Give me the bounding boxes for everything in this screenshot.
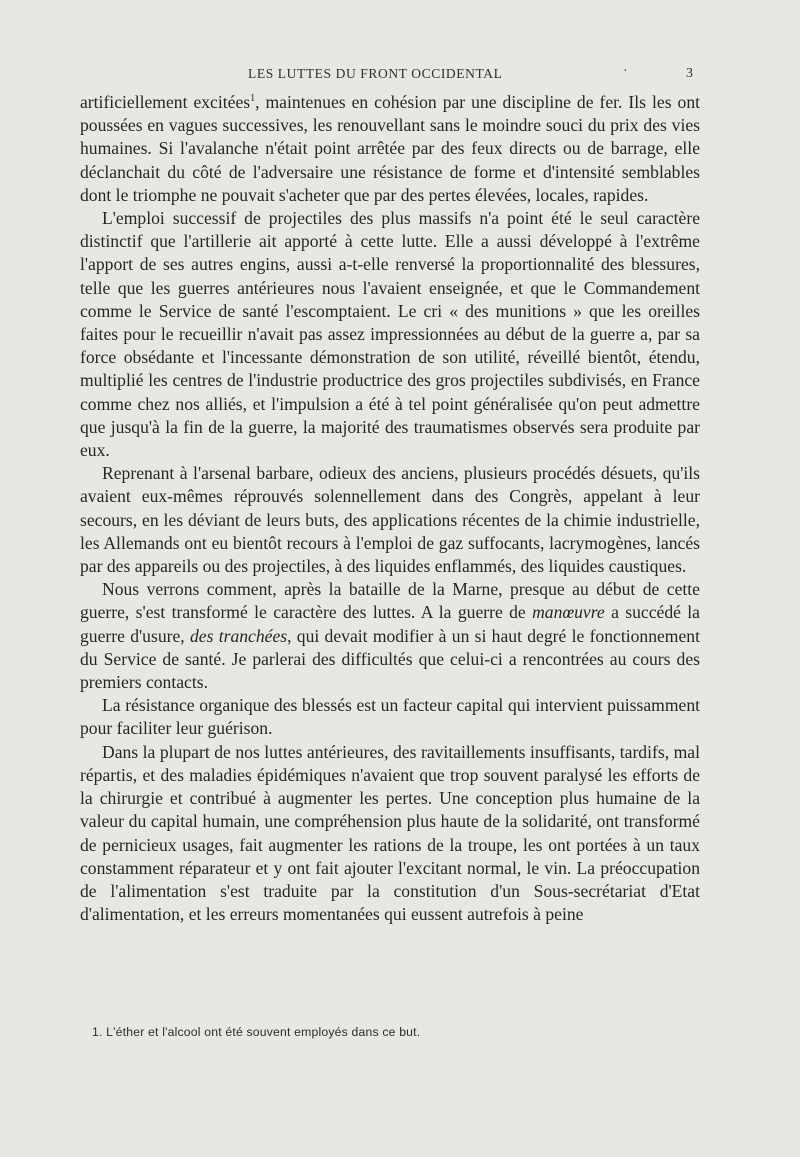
paragraph-text: L'emploi successif de projectiles des plus massifs n'a point été le seul caractère distinctif que l'artillerie ait apporté à cette lutte. Elle a aussi développé à l'extrême l'apport de ses autres engins, aussi a-t-elle renversé la proportionnalité des blessures, telle que les guerres antérieures nous l'avaient enseignée, et que le Commandement comme le Service de santé l'escomptaient. Le cri « des munitions » que les oreilles faites pour le recueillir n'avait pas assez impressionnées au début de la guerre a, par sa force obsédante et l'incessante démonstration de son utilité, réveillé bientôt, étendu, multiplié les centres de l'industrie productrice des gros projectiles subdivisés, en France comme chez nos alliés, et l'impulsion a été à tel point généralisée qu'on peut admettre que jusqu'à la fin de la guerre, la majorité des traumatismes observés sera produite par eux.: [80, 208, 700, 461]
paragraph: [80, 207, 700, 462]
footnote-marker: 1.: [92, 1025, 103, 1039]
italic-text: des tranchées: [189, 625, 288, 646]
paragraph: [80, 91, 700, 207]
paragraph-text: Nous verrons comment, après la bataille de la Marne, presque au début de cette guerre, s'est transformé le caractère des luttes. A la guerre de: [80, 579, 700, 623]
footnote-text: L'éther et l'alcool ont été souvent employés dans ce but.: [106, 1025, 421, 1039]
italic-text: manœuvre: [532, 602, 605, 623]
paragraph: [80, 694, 700, 740]
paragraph-text: La résistance organique des blessés est un facteur capital qui intervient puissamment pour faciliter leur guérison.: [80, 695, 700, 739]
paragraph-text: artificiellement excitées: [80, 92, 251, 112]
body-text: [80, 91, 700, 926]
page-number: 3: [686, 66, 693, 81]
paragraph: [80, 741, 700, 927]
paragraph-text: Dans la plupart de nos luttes antérieures, des ravitaillements insuffisants, tardifs, mal répartis, et des maladies épidémiques n'avaient que trop souvent paralysé les efforts de la chirurgie et contribué à augmenter les pertes. Une conception plus humaine de la valeur du capital humain, une compréhension plus haute de la solidarité, ont transformé de pernicieux usages, fait augmenter les rations de la troupe, les ont portées à un taux constamment réparateur et y ont fait ajouter l'excitant normal, le vin. La préoccupation de l'alimentation s'est traduite par la constitution d'un Sous-secrétariat d'Etat d'alimentation, et les erreurs momentanées qui eussent autrefois à peine: [80, 741, 700, 925]
paragraph-text: a succédé la guerre d'usure,: [80, 602, 700, 646]
paragraph: [80, 462, 700, 578]
paragraph-text: Reprenant à l'arsenal barbare, odieux des anciens, plusieurs procédés désuets, qu'ils avaient eux-mêmes réprouvés solennellement dans des Congrès, appelant à leur secours, en les déviant de leurs buts, des applications récentes de la chimie industrielle, les Allemands ont eu bientôt recours à l'emploi de gaz suffocants, lacrymogènes, lancés par des appareils ou des projectiles, à des liquides enflammés, des liquides caustiques.: [80, 463, 700, 577]
paragraph-text: , qui devait modifier à un si haut degré le fonctionnement du Service de santé. Je parlerai des difficultés que celui-ci a rencontrées au cours des premiers contacts.: [80, 625, 700, 693]
paragraph-text: , maintenues en cohésion par une discipline de fer. Ils les ont poussées en vagues successives, les renouvellant sans le moindre souci du prix des vies humaines. Si l'avalanche n'était point arrêtée par des feux directs ou de barrage, elle déclanchait du côté de l'adversaire une résistance de forme et d'intensité semblables dont le triomphe ne pouvait s'acheter que par des pertes élevées, locales, rapides.: [80, 92, 701, 205]
footnote-reference: 1: [250, 93, 256, 105]
paragraph: [80, 578, 700, 694]
running-title: LES LUTTES DU FRONT OCCIDENTAL: [248, 66, 503, 81]
header-separator: ·: [623, 64, 628, 79]
footnote: [92, 1025, 420, 1039]
